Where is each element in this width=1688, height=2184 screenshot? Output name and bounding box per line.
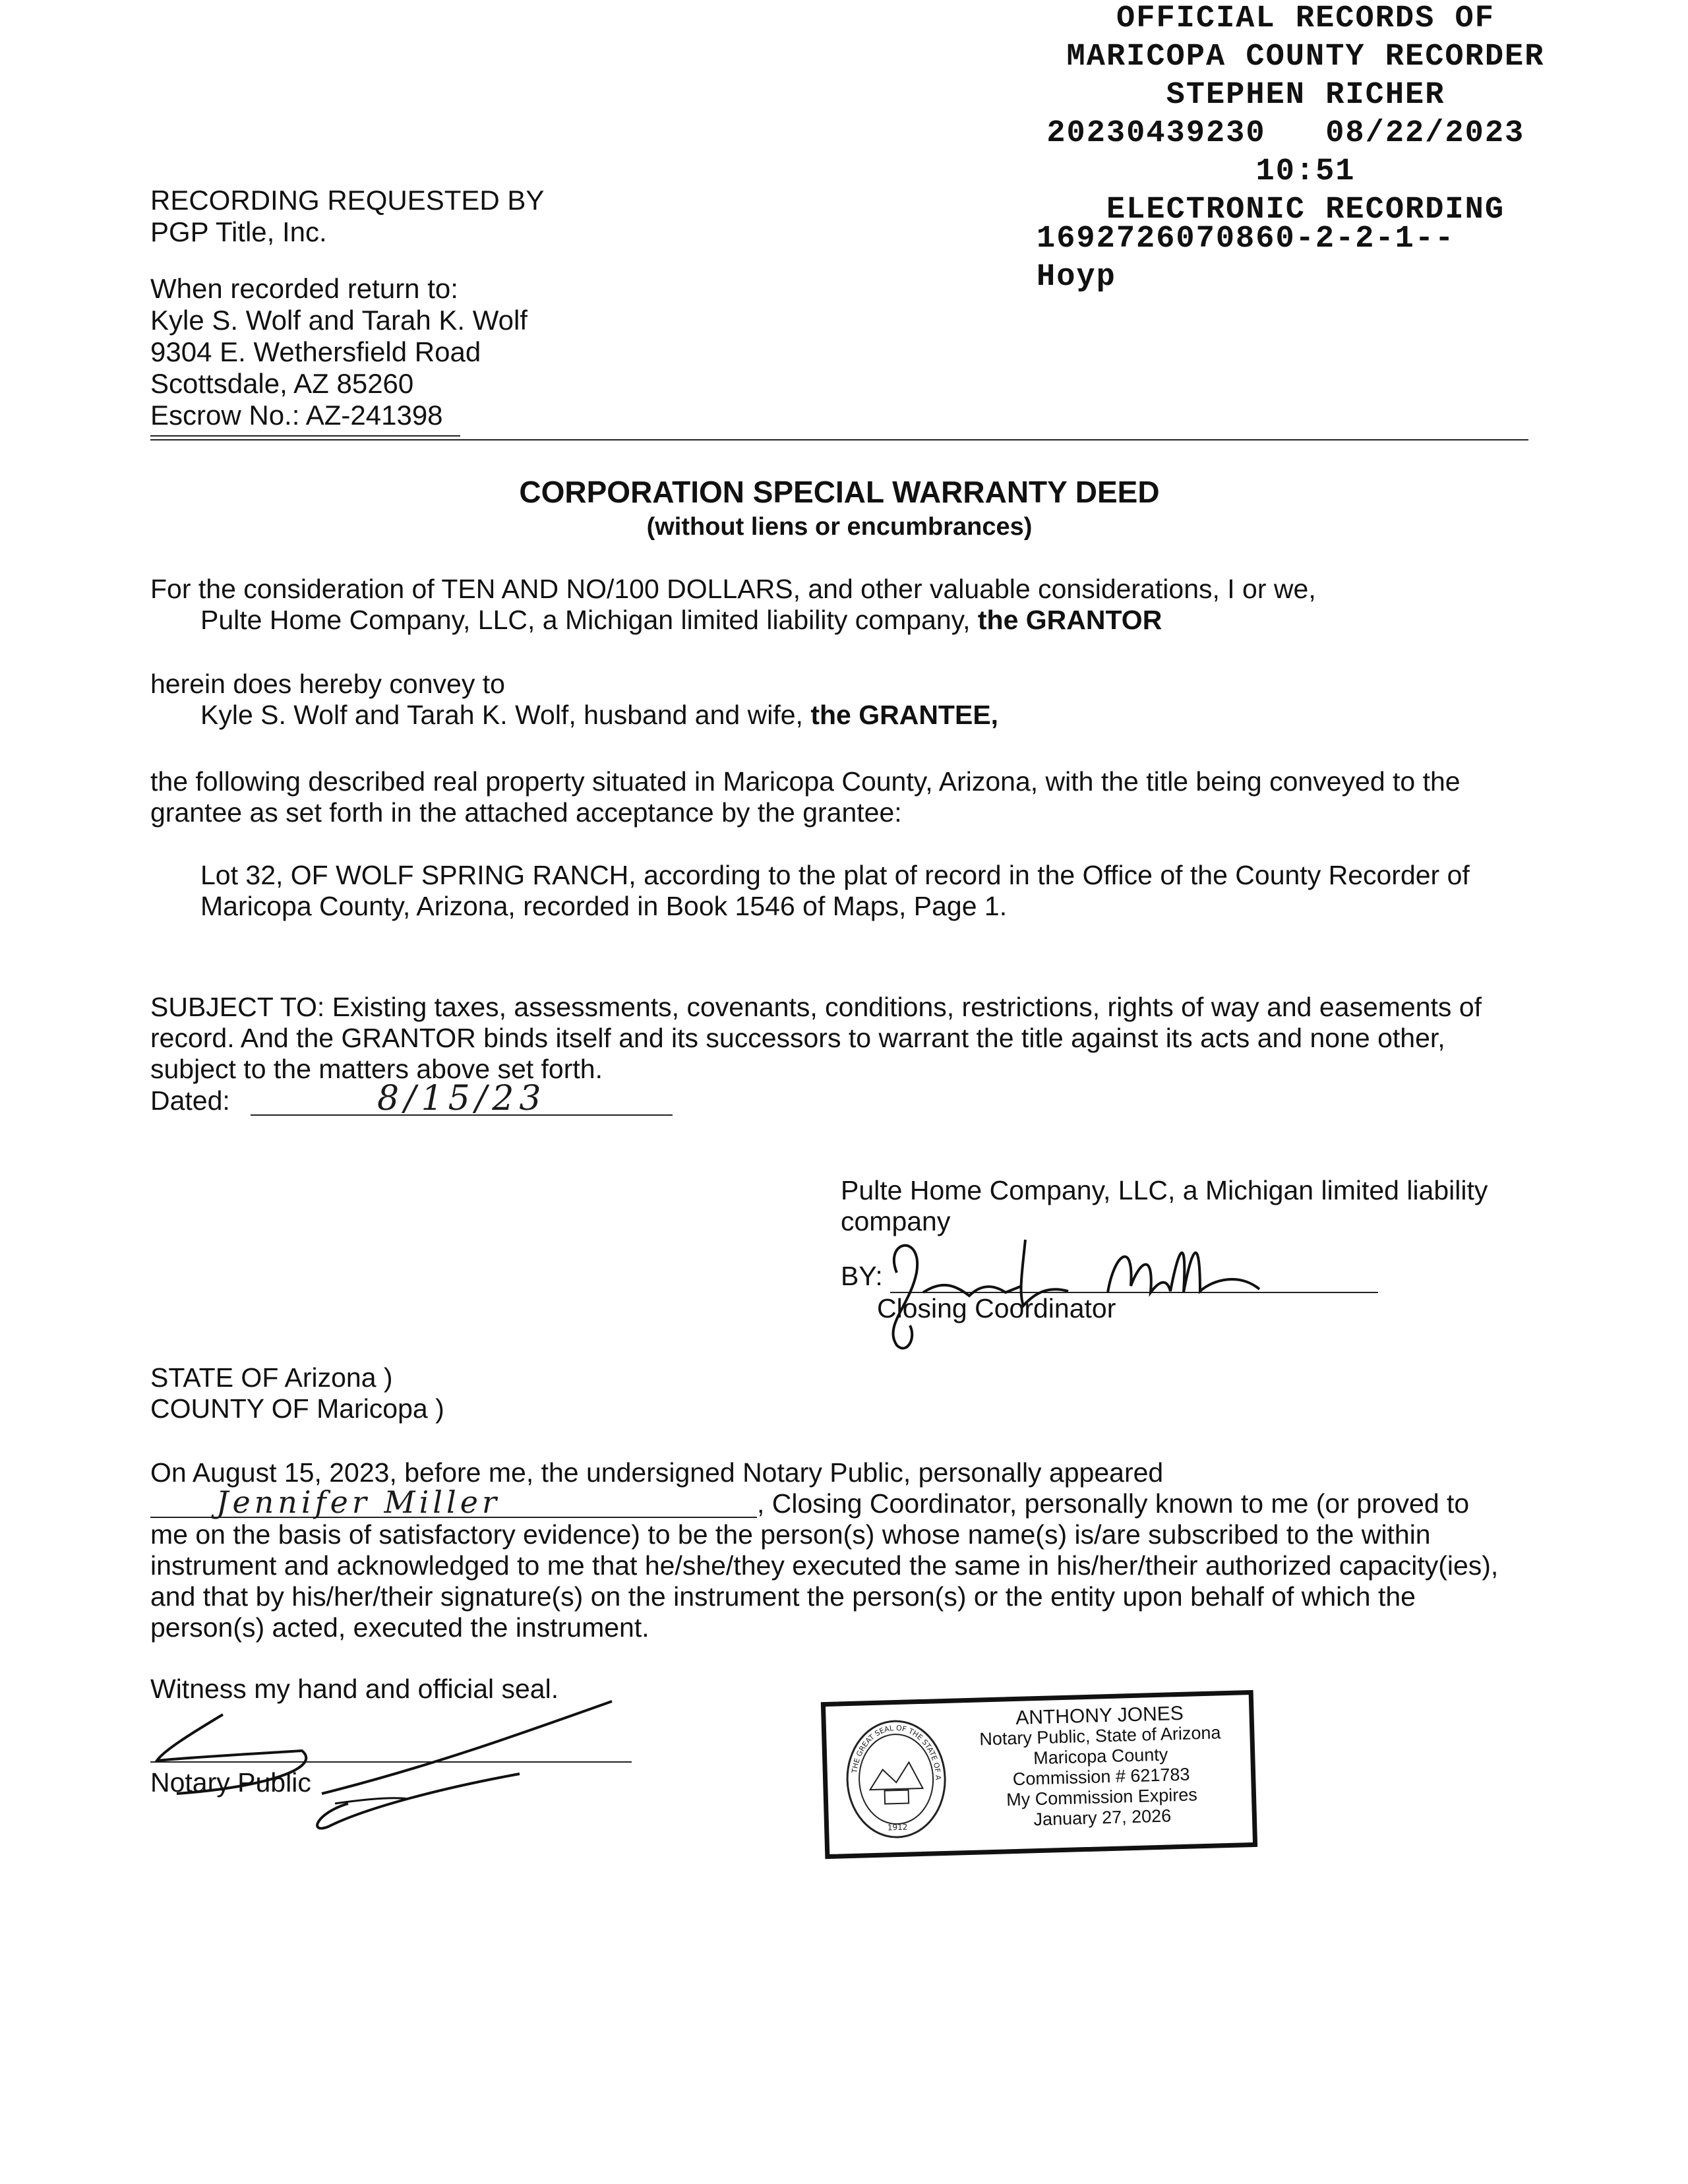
seal-emblem-text: THE GREAT SEAL OF THE STATE OF ARIZONA [838,1711,943,1780]
ack-line-2 [150,1484,1542,1520]
ack-line-3: me on the basis of satisfactory evidence) to be the person(s) whose name(s) is/are subscribed to the within [150,1519,1431,1550]
dated-label: Dated: [150,1085,230,1116]
reference-number: 1692726070860-2-2-1-- [1037,222,1455,257]
notary-county: Maricopa County [1033,1744,1168,1769]
dated-line [150,1079,1542,1118]
header-divider [150,439,1528,440]
requested-by-label: RECORDING REQUESTED BY [150,185,545,216]
grantor-signature-scribble [870,1213,1279,1358]
notary-name: ANTHONY JONES [1015,1702,1184,1729]
deed-title: CORPORATION SPECIAL WARRANTY DEED [519,475,1160,509]
return-to-city: Scottsdale, AZ 85260 [150,368,414,399]
consideration-line: For the consideration of TEN AND NO/100 DOLLARS, and other valuable considerations, I or we, [150,574,1316,604]
notary-title: Notary Public, State of Arizona [979,1722,1221,1749]
subject-line-2: record. And the GRANTOR binds itself and its successors to warrant the title against its acts and none other, [150,1023,1445,1053]
subject-line-3: subject to the matters above set forth. [150,1054,603,1084]
notary-expires-label: My Commission Expires [1006,1784,1198,1810]
ack-line-6: person(s) acted, executed the instrument. [150,1612,649,1643]
property-intro-line-1: the following described real property situated in Maricopa County, Arizona, with the title being conveyed to the [150,766,1461,797]
legal-line-2: Maricopa County, Arizona, recorded in Book 1546 of Maps, Page 1. [200,891,1008,921]
notary-seal [821,1690,1257,1859]
legal-description [150,860,1592,922]
notary-signature-scribble [150,1688,625,1840]
notary-expires-date: January 27, 2026 [1033,1805,1172,1830]
recorder-line-1: OFFICIAL RECORDS OF [1116,1,1495,36]
signer-name-handwritten: Jennifer Miller [216,1484,500,1520]
recorder-stamp [989,0,1622,229]
company-line-2: company [841,1206,951,1236]
seal-text-block [951,1701,1251,1832]
return-to-label: When recorded return to: [150,273,458,304]
recorder-initials: Hoyp [1037,260,1116,295]
grantor-name: Pulte Home Company, LLC, a Michigan limited liability company, [200,605,971,635]
convey-paragraph [150,669,1542,731]
arizona-state-seal-icon [838,1711,950,1843]
recorder-line-3: STEPHEN RICHER [1166,78,1445,113]
recording-time: 10:51 [1255,154,1356,189]
return-to-street: 9304 E. Wethersfield Road [150,336,481,367]
seal-emblem-year: 1912 [887,1822,908,1833]
deed-subtitle: (without liens or encumbrances) [646,513,1033,541]
convey-line: herein does hereby convey to [150,669,505,699]
consideration-paragraph [150,574,1542,636]
acknowledgment-paragraph [150,1457,1542,1643]
notary-public-label: Notary Public [150,1767,311,1798]
subject-to-paragraph [150,992,1542,1116]
company-line-1: Pulte Home Company, LLC, a Michigan limited liability [841,1175,1488,1205]
legal-line-1: Lot 32, OF WOLF SPRING RANCH, according to the plat of record in the Office of the County Recorder of [200,860,1470,890]
escrow-number: Escrow No.: AZ-241398 [150,400,443,431]
ack-line-5: and that by his/her/their signature(s) on the instrument the person(s) or the entity upon behalf of which the [150,1581,1416,1612]
grantor-line [150,605,1542,636]
svg-text:THE GREAT SEAL OF THE STATE OF [839,1709,942,1783]
return-address-block [150,185,544,431]
venue-block [150,1362,1542,1424]
property-intro-line-2: grantee as set forth in the attached acceptance by the grantee: [150,797,902,828]
venue-county: COUNTY OF Maricopa ) [150,1393,444,1424]
dated-field [251,1079,673,1118]
property-intro [150,766,1542,828]
grantee-line [150,700,1542,731]
signer-title: Closing Coordinator [877,1293,1116,1323]
recorder-reference [1037,220,1455,297]
recorder-line-2: MARICOPA COUNTY RECORDER [1066,40,1545,75]
grantee-name: Kyle S. Wolf and Tarah K. Wolf, husband and wife, [200,700,803,730]
return-to-names: Kyle S. Wolf and Tarah K. Wolf [150,305,528,336]
grantor-label: the GRANTOR [977,605,1162,635]
dated-handwritten: 8/15/23 [377,1079,547,1118]
requested-by-name: PGP Title, Inc. [150,216,327,247]
subject-line-1: SUBJECT TO: Existing taxes, assessments, covenants, conditions, restrictions, rights of way and easements of [150,992,1482,1022]
grantee-label: the GRANTEE, [810,700,999,730]
recorder-line-4 [989,115,1622,191]
recorder-line-5: ELECTRONIC RECORDING [1106,193,1505,228]
signer-name-field [150,1484,757,1520]
witness-line: Witness my hand and official seal. [150,1674,559,1704]
ack-line-1: On August 15, 2023, before me, the undersigned Notary Public, personally appeared [150,1457,1164,1488]
notary-commission: Commission # 621783 [1012,1764,1190,1790]
ack-line-4: instrument and acknowledged to me that he/she/they executed the same in his/her/their authorized capacity(ies), [150,1550,1499,1581]
venue-state: STATE OF Arizona ) [150,1362,393,1393]
recording-date: 08/22/2023 [1325,116,1525,151]
ack-line-2-rest: , Closing Coordinator, personally known to me (or proved to [757,1488,1470,1519]
escrow-underline [150,435,460,437]
by-label: BY: [841,1261,883,1291]
document-number: 20230439230 [1046,116,1266,151]
